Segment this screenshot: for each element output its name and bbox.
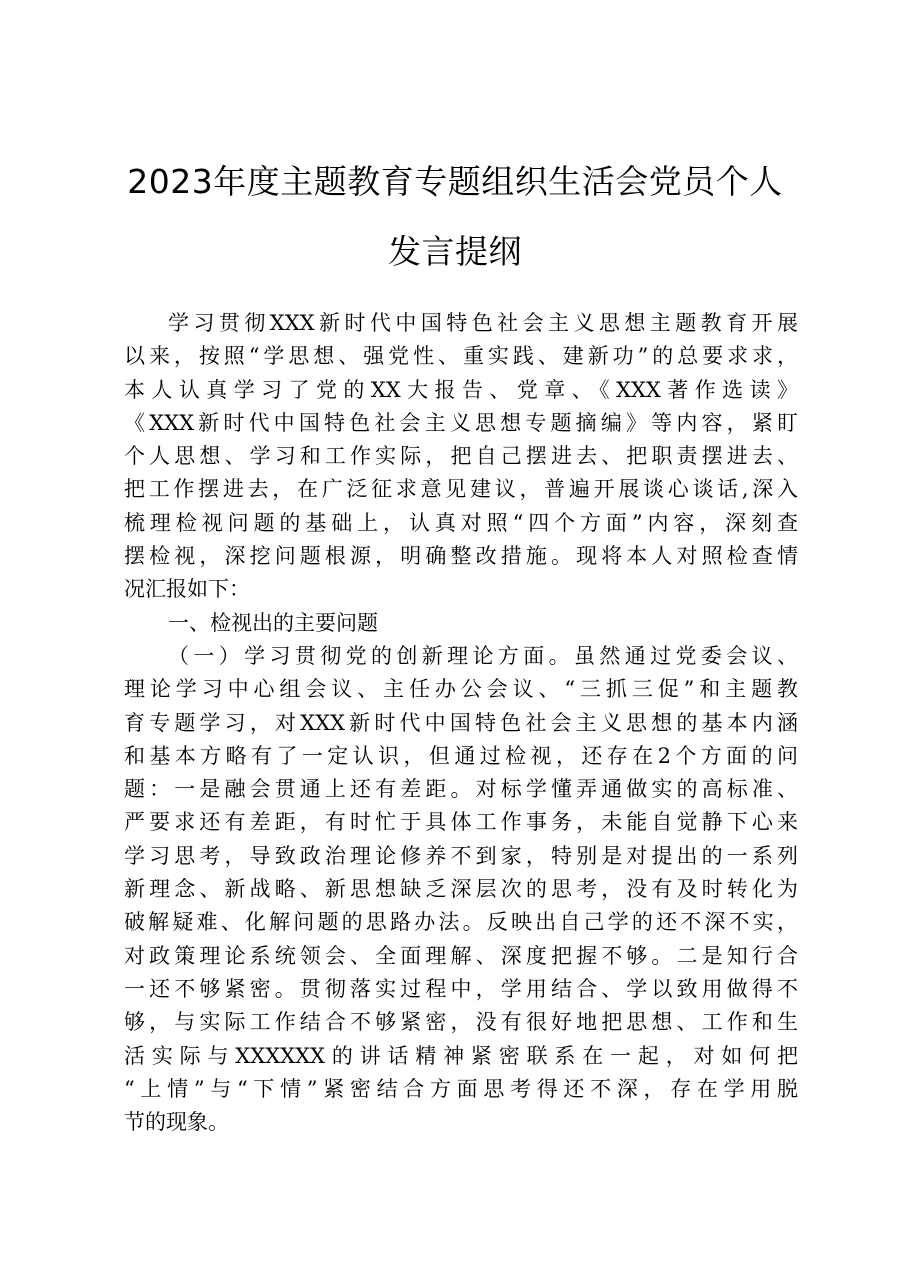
document-title-line-1: 2023年度主题教育专题组织生活会党员个人 (127, 162, 783, 201)
paragraph-line: 学习思考，导致政治理论修养不到家，特别是对提出的一系列 (124, 843, 798, 868)
paragraph-line: 《XXX新时代中国特色社会主义思想专题摘编》等内容，紧盯 (124, 410, 798, 435)
section-heading: 一、检视出的主要问题 (168, 610, 378, 635)
paragraph-line: 节的现象。 (124, 1110, 229, 1135)
document-body (124, 307, 798, 1139)
paragraph-line: 活实际与XXXXXX的讲话精神紧密联系在一起，对如何把 (124, 1043, 798, 1068)
paragraph-line: “上情”与“下情”紧密结合方面思考得还不深，存在学用脱 (124, 1076, 798, 1101)
paragraph-line: 个人思想、学习和工作实际，把自己摆进去、把职责摆进去、 (124, 444, 798, 469)
paragraph-line: 育专题学习，对XXX新时代中国特色社会主义思想的基本内涵 (124, 710, 798, 735)
paragraph-line: 本人认真学习了党的XX大报告、党章、《XXX著作选读》 (124, 377, 798, 402)
paragraph-line: 学习贯彻XXX新时代中国特色社会主义思想主题教育开展 (168, 311, 798, 335)
document-title-line-2: 发言提纲 (388, 232, 522, 271)
paragraph-line: 够，与实际工作结合不够紧密，没有很好地把思想、工作和生 (124, 1010, 798, 1035)
paragraph-line: 和基本方略有了一定认识，但通过检视，还存在2个方面的问 (124, 743, 798, 768)
paragraph-line: （一）学习贯彻党的创新理论方面。虽然通过党委会议、 (168, 643, 798, 668)
paragraph-line: 以来，按照“学思想、强党性、重实践、建新功”的总要求求， (124, 344, 798, 369)
paragraph-line: 对政策理论系统领会、全面理解、深度把握不够。二是知行合 (124, 943, 798, 968)
paragraph-line: 摆检视，深挖问题根源，明确整改措施。现将本人对照检查情 (124, 544, 798, 569)
paragraph-line: 破解疑难、化解问题的思路办法。反映出自己学的还不深不实， (124, 910, 798, 935)
paragraph-line: 一还不够紧密。贯彻落实过程中，学用结合、学以致用做得不 (124, 976, 798, 1001)
paragraph-line: 题：一是融会贯通上还有差距。对标学懂弄通做实的高标准、 (124, 777, 798, 802)
paragraph-line: 严要求还有差距，有时忙于具体工作事务，未能自觉静下心来 (124, 810, 798, 835)
paragraph-line: 梳理检视问题的基础上，认真对照“四个方面”内容，深刻查 (124, 510, 798, 535)
paragraph-line: 况汇报如下： (124, 577, 250, 602)
section-1-paragraph (124, 640, 798, 1139)
paragraph-line: 新理念、新战略、新思想缺乏深层次的思考，没有及时转化为 (124, 877, 798, 902)
paragraph-line: 理论学习中心组会议、主任办公会议、“三抓三促”和主题教 (124, 677, 798, 702)
intro-paragraph (124, 307, 798, 607)
paragraph-line: 把工作摆进去，在广泛征求意见建议，普遍开展谈心谈话,深入 (124, 477, 798, 502)
